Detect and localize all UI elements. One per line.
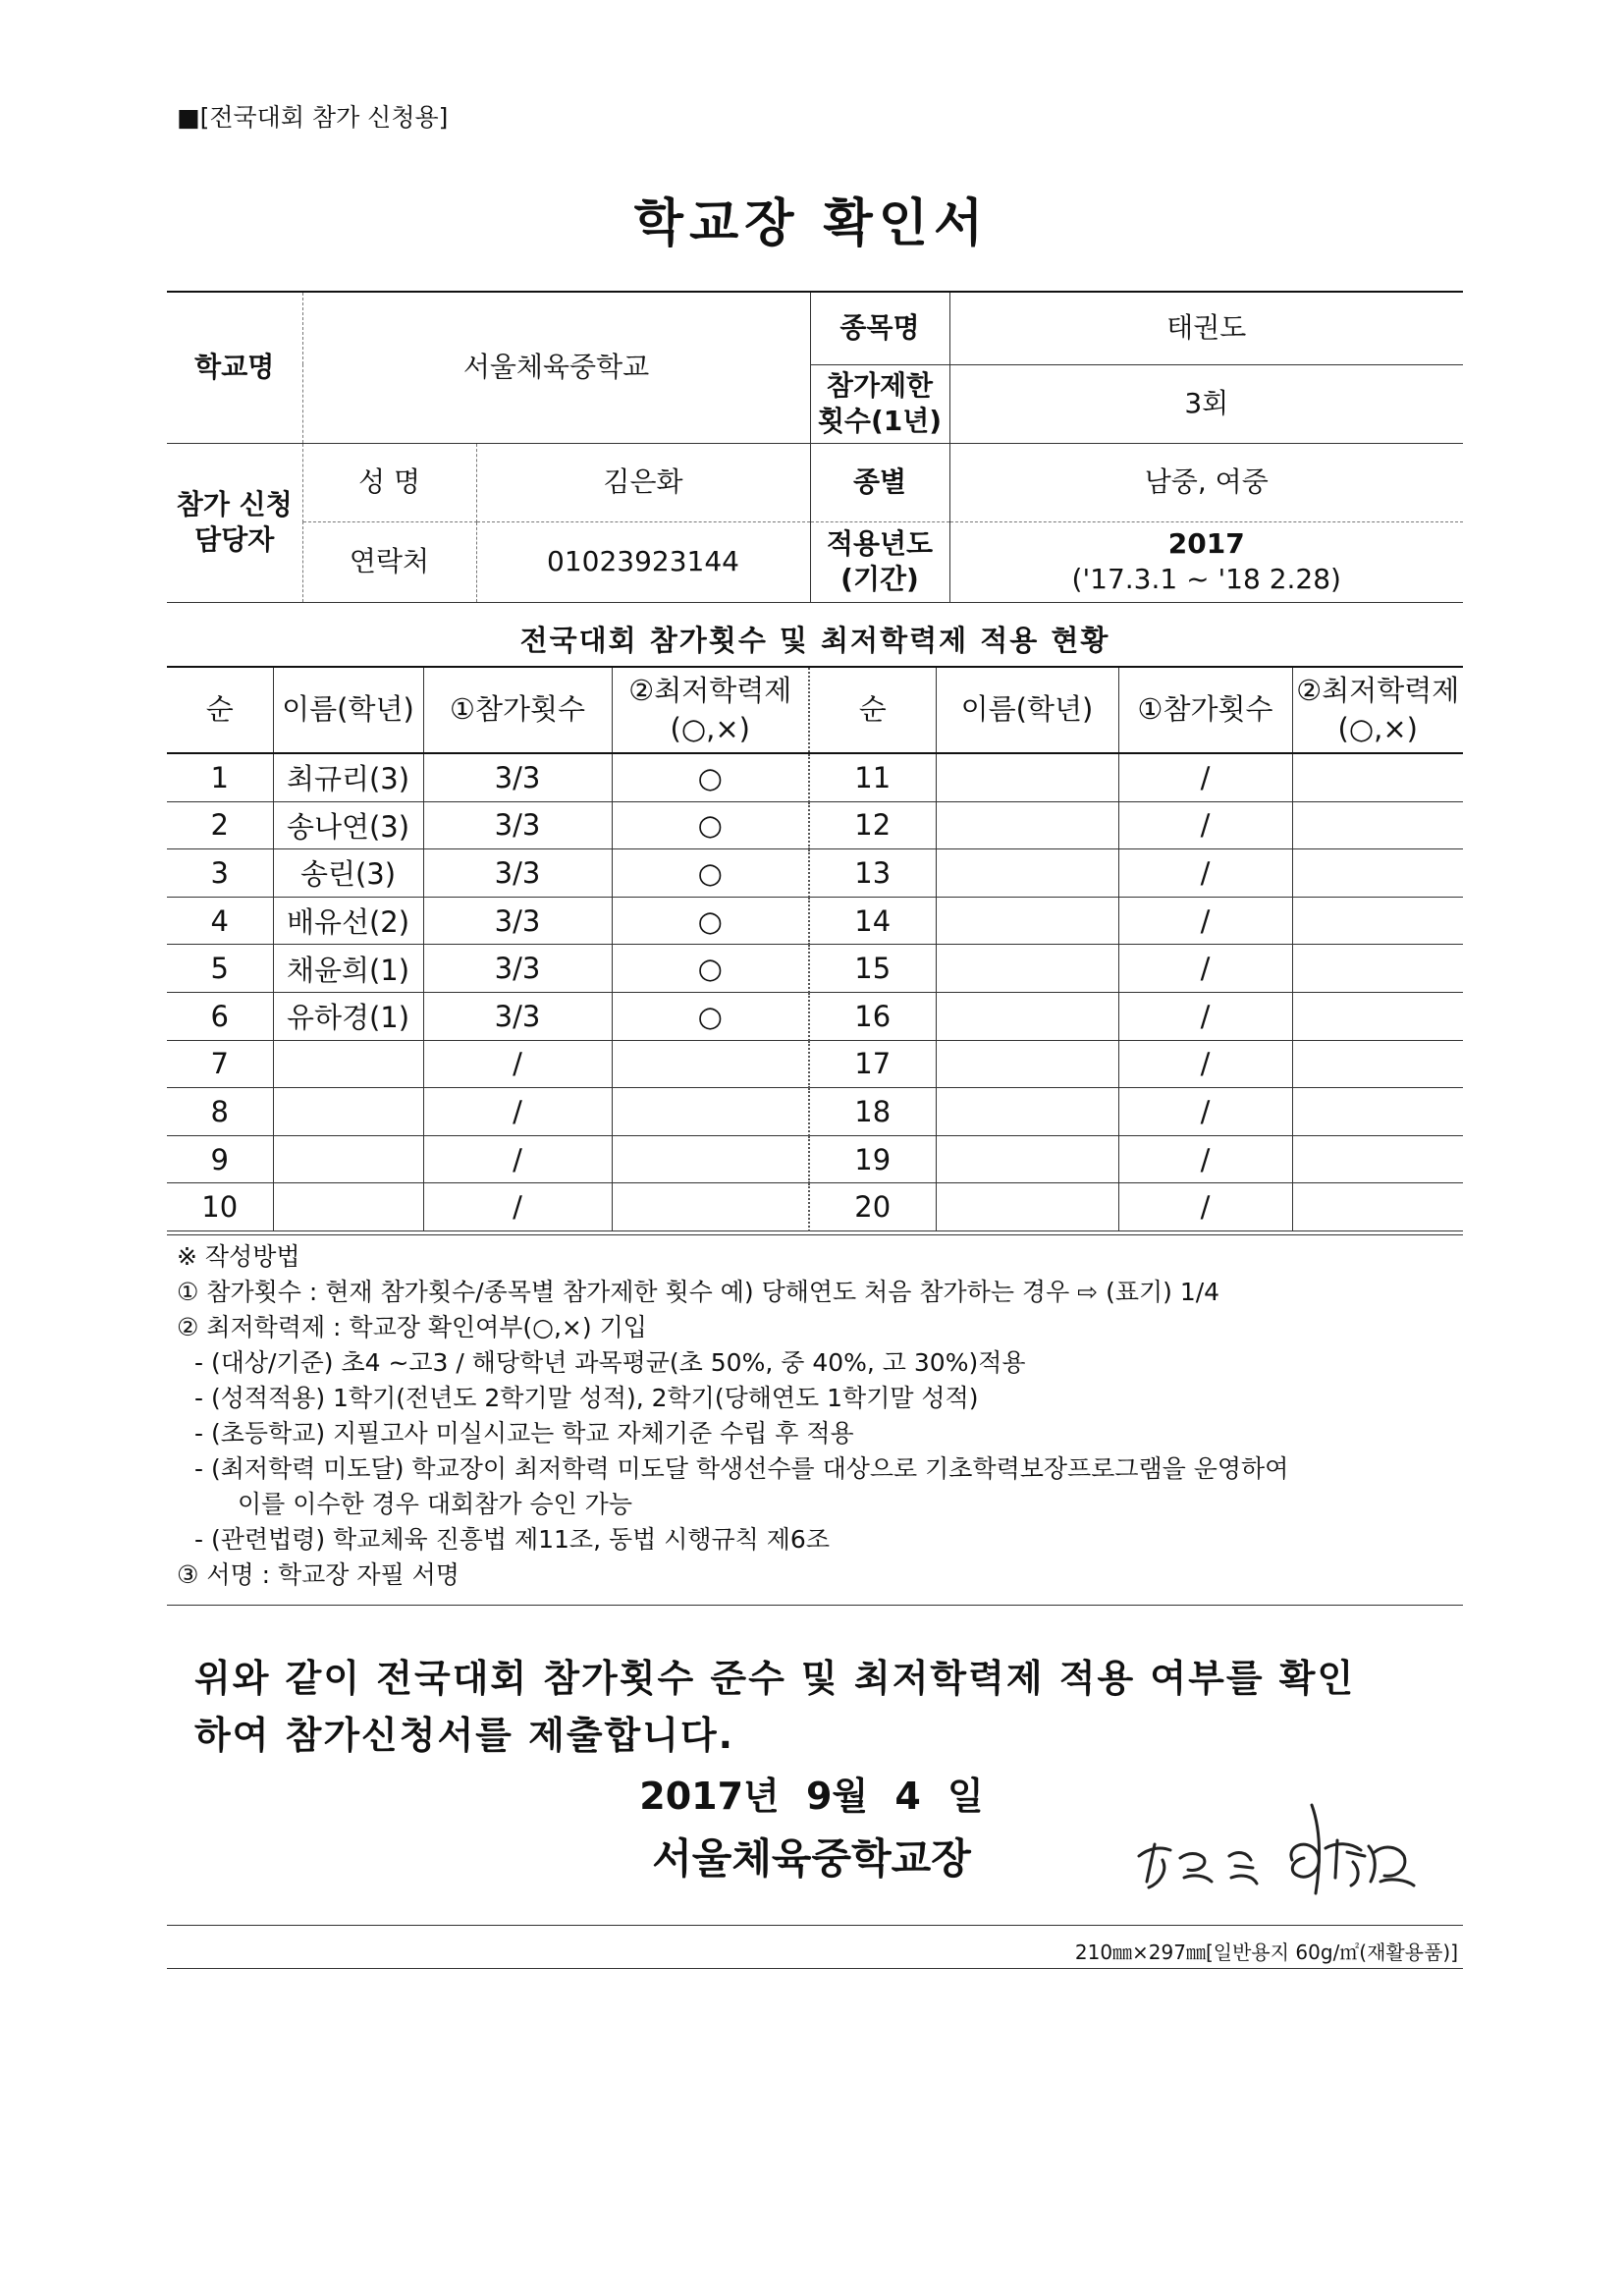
document-title: 학교장 확인서 — [633, 194, 990, 253]
student-name — [273, 1088, 423, 1136]
min-academic-mark — [1292, 897, 1463, 945]
participation-count: / — [1118, 1135, 1292, 1183]
footer-rule-top — [167, 1925, 1463, 1926]
roster-no: 19 — [809, 1135, 936, 1183]
roster-row — [167, 1040, 1463, 1088]
participation-count: / — [1118, 1183, 1292, 1231]
student-name — [936, 1135, 1118, 1183]
section-title: 전국대회 참가횟수 및 최저학력제 적용 현황 — [519, 624, 1110, 657]
period-value: ('17.3.1 ~ '18 2.28) — [1071, 563, 1341, 595]
min-academic-mark — [1292, 1088, 1463, 1136]
roster-row — [167, 1088, 1463, 1136]
roster-no: 7 — [167, 1040, 273, 1088]
instruction-subitem: - (최저학력 미도달) 학교장이 최저학력 미도달 학생선수를 대상으로 기초학력보장프로그램을 운영하여 — [194, 1454, 1289, 1483]
instruction-subitem: - (관련법령) 학교체육 진흥법 제11조, 동법 시행규칙 제6조 — [194, 1525, 830, 1554]
roster-no: 15 — [809, 945, 936, 993]
year-value: 2017 — [1167, 526, 1245, 560]
principal-signature — [1119, 1787, 1453, 1905]
school-name-value: 서울체육중학교 — [302, 292, 810, 443]
issue-date: 2017년 9월 4 일 — [639, 1775, 984, 1818]
min-academic-mark — [1292, 801, 1463, 849]
roster-no: 18 — [809, 1088, 936, 1136]
student-name — [936, 753, 1118, 801]
manager-label: 참가 신청 담당자 — [167, 443, 302, 602]
roster-no: 2 — [167, 801, 273, 849]
participation-count: / — [423, 1040, 612, 1088]
min-academic-mark: ○ — [612, 849, 809, 898]
participation-count: 3/3 — [423, 897, 612, 945]
student-name — [273, 1040, 423, 1088]
instruction-item: ② 최저학력제 : 학교장 확인여부(○,×) 기입 — [177, 1313, 647, 1341]
roster-no: 11 — [809, 753, 936, 801]
school-name-label: 학교명 — [167, 292, 302, 443]
instruction-subitem-continued: 이를 이수한 경우 대회참가 승인 가능 — [238, 1490, 632, 1518]
participation-count: / — [1118, 897, 1292, 945]
participation-count: / — [1118, 753, 1292, 801]
participation-count: / — [1118, 1088, 1292, 1136]
participation-count: / — [1118, 801, 1292, 849]
min-academic-mark — [1292, 1183, 1463, 1231]
category-label: 종별 — [810, 443, 949, 521]
roster-no: 6 — [167, 992, 273, 1040]
instruction-subitem: - (대상/기준) 초4 ~고3 / 해당학년 과목평균(초 50%, 중 40%, 고 30%)적용 — [194, 1348, 1026, 1377]
roster-row — [167, 753, 1463, 801]
participation-count: / — [1118, 945, 1292, 993]
participation-count: 3/3 — [423, 992, 612, 1040]
roster-row — [167, 992, 1463, 1040]
header-name: 이름(학년) — [273, 667, 423, 753]
instruction-item: ① 참가횟수 : 현재 참가횟수/종목별 참가제한 횟수 예) 당해연도 처음 참가하는 경우 ⇨ (표기) 1/4 — [177, 1278, 1220, 1306]
participation-limit-label: 참가제한 횟수(1년) — [810, 364, 949, 443]
student-name: 채윤희(1) — [273, 945, 423, 993]
header-count: ①참가횟수 — [423, 667, 612, 753]
roster-table — [167, 666, 1463, 1231]
roster-no: 14 — [809, 897, 936, 945]
roster-no: 16 — [809, 992, 936, 1040]
min-academic-mark — [1292, 992, 1463, 1040]
paper-spec: 210㎜×297㎜[일반용지 60g/㎡(재활용품)] — [1074, 1941, 1458, 1964]
participation-count: / — [1118, 992, 1292, 1040]
student-name — [936, 1183, 1118, 1231]
min-academic-mark — [612, 1088, 809, 1136]
manager-name-value: 김은화 — [476, 443, 810, 521]
min-academic-mark — [612, 1183, 809, 1231]
roster-no: 12 — [809, 801, 936, 849]
participation-count: / — [423, 1135, 612, 1183]
year-cell — [949, 521, 1463, 602]
school-info-table — [167, 291, 1463, 603]
manager-contact-label: 연락처 — [302, 521, 476, 602]
roster-no: 13 — [809, 849, 936, 898]
year-label: 적용년도 (기간) — [810, 521, 949, 602]
participation-count: 3/3 — [423, 801, 612, 849]
instruction-subitem: - (초등학교) 지필고사 미실시교는 학교 자체기준 수립 후 적용 — [194, 1419, 854, 1448]
roster-no: 5 — [167, 945, 273, 993]
participation-count: 3/3 — [423, 849, 612, 898]
min-academic-mark — [1292, 753, 1463, 801]
instructions — [177, 1239, 1288, 1593]
participation-limit-value: 3회 — [949, 364, 1463, 443]
roster-row — [167, 1135, 1463, 1183]
instruction-item: ③ 서명 : 학교장 자필 서명 — [177, 1560, 460, 1589]
student-name: 송린(3) — [273, 849, 423, 898]
min-academic-mark — [1292, 1040, 1463, 1088]
roster-no: 4 — [167, 897, 273, 945]
instructions-title: ※ 작성방법 — [177, 1242, 300, 1271]
roster-row — [167, 801, 1463, 849]
confirmation-statement — [194, 1650, 1471, 1764]
roster-row — [167, 897, 1463, 945]
student-name — [936, 849, 1118, 898]
header-min-academic: ②최저학력제 (○,×) — [1292, 667, 1463, 753]
min-academic-mark: ○ — [612, 897, 809, 945]
roster-row — [167, 849, 1463, 898]
roster-no: 1 — [167, 753, 273, 801]
min-academic-mark — [1292, 945, 1463, 993]
header-no: 순 — [809, 667, 936, 753]
manager-name-label: 성 명 — [302, 443, 476, 521]
roster-no: 10 — [167, 1183, 273, 1231]
footer-rule-bottom — [167, 1968, 1463, 1969]
statement-line: 하여 참가신청서를 제출합니다. — [194, 1714, 735, 1757]
participation-count: / — [423, 1088, 612, 1136]
student-name — [936, 945, 1118, 993]
header-no: 순 — [167, 667, 273, 753]
student-name: 유하경(1) — [273, 992, 423, 1040]
event-label: 종목명 — [810, 292, 949, 364]
statement-line: 위와 같이 전국대회 참가횟수 준수 및 최저학력제 적용 여부를 확인 — [194, 1657, 1356, 1700]
event-value: 태권도 — [949, 292, 1463, 364]
instruction-subitem: - (성적적용) 1학기(전년도 2학기말 성적), 2학기(당해연도 1학기말 성적) — [194, 1384, 979, 1412]
participation-count: 3/3 — [423, 753, 612, 801]
principal-title: 서울체육중학교장 — [652, 1834, 971, 1883]
roster-no: 9 — [167, 1135, 273, 1183]
notes-top-rule — [167, 1234, 1463, 1235]
min-academic-mark — [1292, 849, 1463, 898]
roster-no: 8 — [167, 1088, 273, 1136]
min-academic-mark: ○ — [612, 992, 809, 1040]
roster-row — [167, 945, 1463, 993]
student-name — [936, 1088, 1118, 1136]
student-name — [936, 801, 1118, 849]
student-name — [273, 1183, 423, 1231]
participation-count: / — [1118, 1040, 1292, 1088]
student-name — [936, 897, 1118, 945]
participation-count: / — [1118, 849, 1292, 898]
roster-no: 17 — [809, 1040, 936, 1088]
notes-bottom-rule — [167, 1605, 1463, 1606]
category-value: 남중, 여중 — [949, 443, 1463, 521]
roster-no: 20 — [809, 1183, 936, 1231]
student-name — [936, 1040, 1118, 1088]
participation-count: 3/3 — [423, 945, 612, 993]
student-name — [936, 992, 1118, 1040]
roster-row — [167, 1183, 1463, 1231]
min-academic-mark: ○ — [612, 753, 809, 801]
manager-contact-value: 01023923144 — [476, 521, 810, 602]
min-academic-mark — [612, 1135, 809, 1183]
student-name: 최규리(3) — [273, 753, 423, 801]
header-name: 이름(학년) — [936, 667, 1118, 753]
header-min-academic: ②최저학력제 (○,×) — [612, 667, 809, 753]
participation-count: / — [423, 1183, 612, 1231]
student-name: 송나연(3) — [273, 801, 423, 849]
min-academic-mark: ○ — [612, 945, 809, 993]
header-count: ①참가횟수 — [1118, 667, 1292, 753]
min-academic-mark — [612, 1040, 809, 1088]
min-academic-mark — [1292, 1135, 1463, 1183]
roster-no: 3 — [167, 849, 273, 898]
form-type-label: ■[전국대회 참가 신청용] — [177, 103, 449, 132]
min-academic-mark: ○ — [612, 801, 809, 849]
student-name: 배유선(2) — [273, 897, 423, 945]
student-name — [273, 1135, 423, 1183]
